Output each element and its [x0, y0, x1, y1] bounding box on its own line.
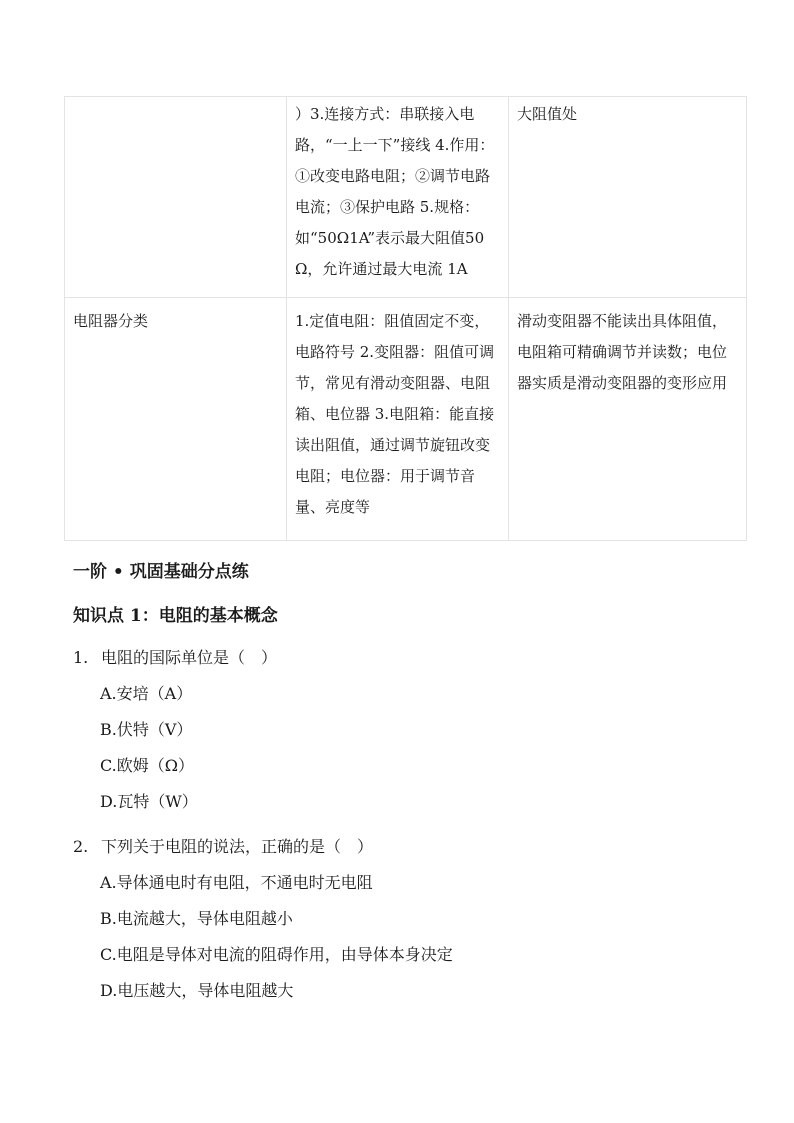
question-stem	[73, 646, 277, 682]
option-c: C.电阻是导体对电流的阻碍作用，由导体本身决定	[100, 945, 453, 964]
question-number: 2.	[73, 837, 89, 856]
table-cell-content: 1.定值电阻：阻值固定不变，电路符号 2.变阻器：阻值可调节，常见有滑动变阻器、电阻箱、电位器 3.电阻箱：能直接读出阻值，通过调节旋钮改变电阻；电位器：用于调节音量、亮度等	[287, 298, 509, 541]
question-text: 电阻的国际单位是（ ）	[101, 648, 278, 667]
table-cell-note: 大阻值处	[509, 97, 747, 298]
knowledge-table	[64, 96, 747, 541]
option-b: B.电流越大，导体电阻越小	[100, 909, 293, 928]
question-1	[73, 646, 277, 826]
section-title: 一阶 • 巩固基础分点练	[73, 562, 249, 582]
table-cell-content: ）3.连接方式：串联接入电路，“一上一下”接线 4.作用：①改变电路电阻；②调节电路电流；③保护电路 5.规格：如“50Ω1A”表示最大阻值50Ω，允许通过最大电流 1A	[287, 97, 509, 298]
question-stem	[73, 835, 453, 871]
table-cell-category: 电阻器分类	[65, 298, 287, 541]
table-row	[65, 97, 747, 298]
knowledge-point-title: 知识点 1：电阻的基本概念	[73, 606, 278, 626]
question-text: 下列关于电阻的说法，正确的是（ ）	[101, 837, 374, 856]
table-cell-category	[65, 97, 287, 298]
option-a: A.导体通电时有电阻，不通电时无电阻	[100, 873, 373, 892]
option-d: D.电压越大，导体电阻越大	[100, 981, 294, 1000]
option-d: D.瓦特（W）	[100, 792, 198, 811]
option-a: A.安培（A）	[100, 684, 193, 703]
question-number: 1.	[73, 648, 89, 667]
table-cell-note: 滑动变阻器不能读出具体阻值，电阻箱可精确调节并读数；电位器实质是滑动变阻器的变形应用	[509, 298, 747, 541]
option-b: B.伏特（V）	[100, 720, 193, 739]
table-row	[65, 298, 747, 541]
question-2	[73, 835, 453, 1015]
option-c: C.欧姆（Ω）	[100, 756, 195, 775]
